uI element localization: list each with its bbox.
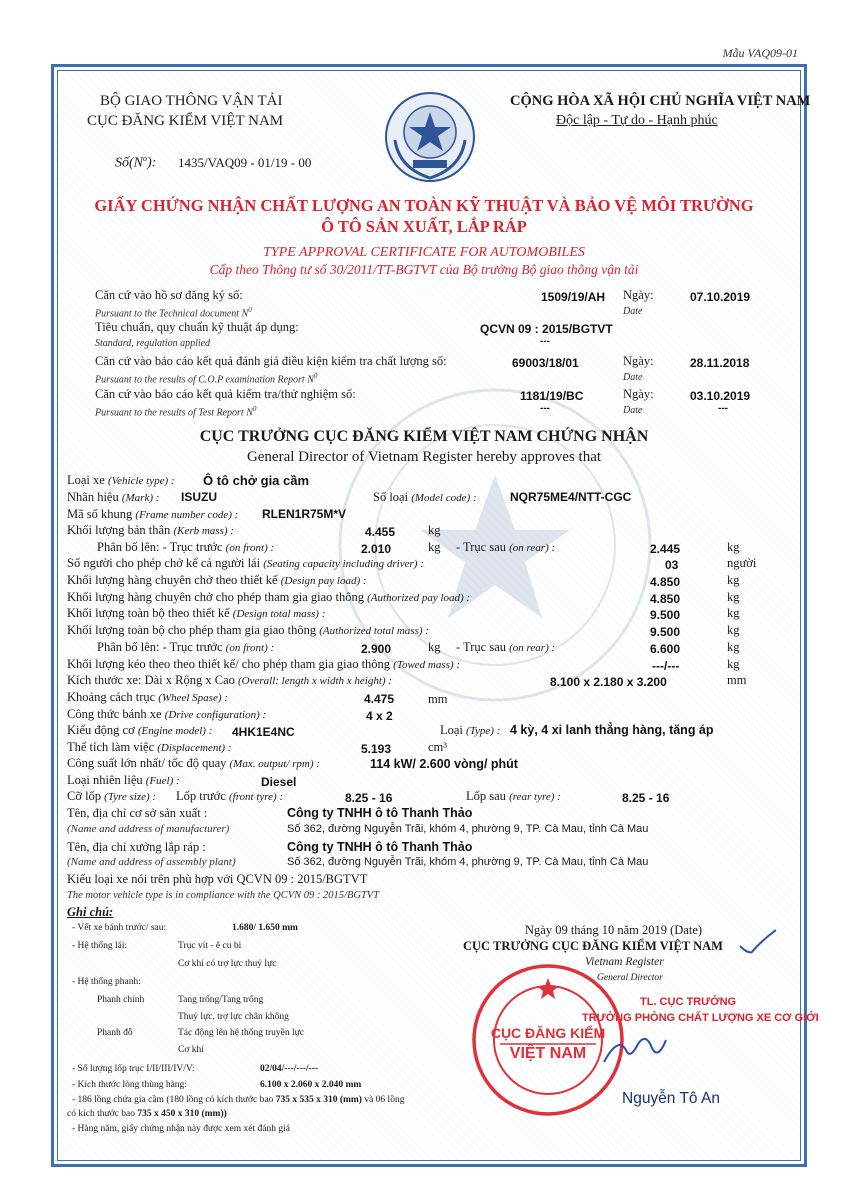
title-line-1: GIẤY CHỨNG NHẬN CHẤT LƯỢNG AN TOÀN KỸ THUẬT VÀ BẢO VỆ MÔI TRƯỜNG [94, 196, 754, 215]
dims-value: 8.100 x 2.180 x 3.200 [550, 675, 667, 689]
kerb-value: 4.455 [365, 525, 396, 539]
ref-test-en: Pursuant to the results of Test Report $N^0$ [95, 405, 257, 419]
engine-type: 4 kỳ, 4 xi lanh thẳng hàng, tăng áp [510, 723, 714, 737]
ref-test-extra-number: --- [540, 403, 550, 414]
design-load-label: Khối lượng hàng chuyên chở theo thiết kế (Design pay load) : [67, 573, 367, 587]
drive-value: 4 x 2 [366, 709, 393, 723]
towed-value: ---/--- [652, 659, 680, 673]
ref-test-date-label: Ngày: [623, 387, 654, 401]
frame-value: RLEN1R75M*V [262, 507, 347, 521]
republic-name: CỘNG HÒA XÃ HỘI CHỦ NGHĨA VIỆT NAM [510, 93, 811, 109]
design-total-unit: kg [727, 606, 740, 620]
auth-total: 9.500 [650, 625, 681, 639]
agency-name: CỤC ĐĂNG KIỂM VIỆT NAM [87, 113, 284, 129]
vehicle-type: Ô tô chở gia cầm [203, 473, 310, 488]
power-label: Công suất lớn nhất/ tốc độ quay (Max. output/ rpm) : [67, 756, 320, 770]
ref-std-en: Standard, regulation applied [95, 338, 211, 349]
note-park-brake-2: Cơ khí [178, 1045, 204, 1055]
tyre-label: Cỡ lốp (Tyre size) : [67, 789, 157, 803]
note-tyres-value: 02/04/---/---/--- [260, 1064, 319, 1074]
kerb-rear-label: - Trục sau (on rear) : [456, 540, 556, 554]
plant-en: (Name and address of assembly plant) [67, 856, 236, 868]
manufacturer-address: Số 362, đường Nguyễn Trãi, khóm 4, phường 9, TP. Cà Mau, tỉnh Cà Mau [287, 823, 649, 835]
sign-office-en2: General Director [597, 973, 663, 983]
ministry-name: BỘ GIAO THÔNG VẬN TẢI [100, 93, 283, 109]
sign-office-en: Vietnam Register [585, 956, 664, 968]
design-load-unit: kg [727, 573, 740, 587]
total-dist-label: Phân bố lên: - Trục trước (on front) : [97, 640, 275, 654]
ref-cop-number: 69003/18/01 [512, 356, 579, 370]
design-total: 9.500 [650, 608, 681, 622]
design-total-label: Khối lượng toàn bộ theo thiết kế (Design total mass) : [67, 606, 326, 620]
note-track-value: 1.680/ 1.650 mm [232, 923, 298, 933]
engine-value: 4HK1E4NC [232, 725, 295, 739]
ref-cop-en: Pursuant to the results of C.O.P examination Report $N^0$ [95, 372, 318, 386]
rear-tyre: 8.25 - 16 [622, 791, 670, 805]
ref-date-en: Date [623, 306, 643, 317]
plant-address: Số 362, đường Nguyễn Trãi, khóm 4, phường 9, TP. Cà Mau, tỉnh Cà Mau [287, 856, 649, 868]
stamp-dept: TRƯỞNG PHÒNG CHẤT LƯỢNG XE CƠ GIỚI [582, 1012, 819, 1024]
wheelbase-label: Khoảng cách trục (Wheel Spase) : [67, 690, 228, 704]
form-code: Mẫu VAQ09-01 [722, 46, 798, 60]
mark-label: Nhãn hiệu (Mark) : [67, 490, 160, 504]
note-park-brake-1: Tác động lên hệ thống truyền lực [178, 1028, 304, 1038]
total-rear-label: - Trục sau (on rear) : [456, 640, 556, 654]
kerb-dist-label: Phân bố lên: - Trục trước (on front) : [97, 540, 275, 554]
seal-center-line-1: CỤC ĐĂNG KIỂM [490, 1025, 606, 1041]
kerb-front: 2.010 [361, 542, 392, 556]
note-steer-2: Cơ khí có trợ lực thuỷ lực [178, 959, 277, 969]
fuel-value: Diesel [261, 775, 297, 789]
sign-office: CỤC TRƯỞNG CỤC ĐĂNG KIỂM VIỆT NAM [463, 939, 723, 953]
ref-test-number: 1181/19/BC [520, 389, 584, 403]
note-box-value: 6.100 x 2.060 x 2.040 mm [260, 1080, 362, 1090]
plant-label: Tên, địa chỉ xưởng lắp ráp : [67, 840, 206, 854]
note-steer-label: - Hệ thống lái: [72, 941, 128, 951]
kerb-label: Khối lượng bản thân (Kerb mass) : [67, 523, 234, 537]
manufacturer-en: (Name and address of manufacturer) [67, 823, 230, 835]
towed-unit: kg [727, 657, 740, 671]
front-tyre: 8.25 - 16 [345, 791, 393, 805]
rear-tyre-label: Lốp sau (rear tyre) : [466, 789, 561, 803]
note-cage-2: có kích thước bao 735 x 450 x 310 (mm)) [67, 1109, 227, 1119]
title-line-2: Ô TÔ SẢN XUẤT, LẮP RÁP [321, 217, 527, 236]
compliance-vn: Kiểu loại xe nói trên phù hợp với QCVN 09 : 2015/BGTVT [67, 872, 368, 886]
seat-label: Số người cho phép chở kể cả người lái (Seating capacity including driver) : [67, 556, 424, 570]
kerb-unit: kg [428, 523, 441, 537]
dims-label: Kích thước xe: Dài x Rộng x Cao (Overall: length x width x height) : [67, 673, 392, 687]
seat-unit: người [727, 556, 757, 570]
drive-label: Công thức bánh xe (Drive configuration) : [67, 707, 267, 721]
ref-test-date: 03.10.2019 [690, 389, 751, 403]
note-main-brake-1: Tang trống/Tang trống [178, 995, 264, 1005]
frame-label: Mã số khung (Frame number code) : [67, 507, 239, 521]
plant-name: Công ty TNHH ô tô Thanh Thảo [287, 840, 473, 854]
checkmark-signature-icon [738, 928, 778, 956]
ref-doc-number: 1509/19/AH [541, 290, 606, 304]
manufacturer-label: Tên, địa chỉ cơ sở sản xuất : [67, 806, 208, 820]
stamp-title: TL. CỤC TRƯỞNG [640, 996, 737, 1008]
motto: Độc lập - Tự do - Hạnh phúc [556, 113, 718, 128]
kerb-rear-unit: kg [727, 540, 740, 554]
total-front: 2.900 [361, 642, 392, 656]
manufacturer-name: Công ty TNHH ô tô Thanh Thảo [287, 806, 473, 820]
total-front-unit: kg [428, 640, 441, 654]
engine-label: Kiểu động cơ (Engine model) : [67, 723, 213, 737]
seal-center-line-2: VIỆT NAM [509, 1045, 587, 1062]
ref-cop-label: Căn cứ vào báo cáo kết quả đánh giá điều kiện kiểm tra chất lượng số: [95, 354, 447, 368]
note-park-brake: Phanh đỗ [97, 1028, 133, 1038]
displacement-value: 5.193 [361, 742, 392, 756]
compliance-en: The motor vehicle type is in compliance with the QCVN 09 : 2015/BGTVT [67, 890, 380, 901]
model-value: NQR75ME4/NTT-CGC [510, 490, 632, 504]
title-en: TYPE APPROVAL CERTIFICATE FOR AUTOMOBILES [263, 245, 585, 260]
auth-total-label: Khối lượng toàn bộ cho phép tham gia giao thông (Authorized total mass) : [67, 623, 429, 637]
displacement-unit: cm³ [428, 740, 448, 754]
auth-load: 4.850 [650, 592, 681, 606]
total-rear-unit: kg [727, 640, 740, 654]
ref-test-date-en: Date [623, 405, 643, 416]
model-label: Số loại (Model code) : [373, 490, 477, 504]
towed-label: Khối lượng kéo theo theo thiết kế/ cho phép tham gia giao thông (Towed mass) : [67, 657, 460, 671]
mark-value: ISUZU [181, 490, 217, 504]
ref-doc-label: Căn cứ vào hồ sơ đăng ký số: [95, 288, 243, 302]
fuel-label: Loại nhiên liệu (Fuel) : [67, 773, 180, 787]
total-rear: 6.600 [650, 642, 681, 656]
note-track-label: - Vết xe bánh trước/ sau: [72, 923, 167, 933]
title-basis: Cấp theo Thông tư số 30/2011/TT-BGTVT của Bộ trưởng Bộ giao thông vận tải [209, 262, 639, 277]
note-main-brake-2: Thuỷ lực, trợ lực chân không [178, 1012, 289, 1022]
kerb-rear: 2.445 [650, 542, 681, 556]
ref-test-label: Căn cứ vào báo cáo kết quả kiểm tra/thử nghiệm số: [95, 387, 356, 401]
approval-title: CỤC TRƯỞNG CỤC ĐĂNG KIỂM VIỆT NAM CHỨNG NHẬN [199, 428, 649, 445]
auth-load-unit: kg [727, 590, 740, 604]
ref-doc-en: Pursuant to the Technical document $N^0$ [95, 306, 252, 320]
certificate-number-label: $Số(N^o)$: [115, 154, 157, 171]
ref-cop-date: 28.11.2018 [690, 356, 750, 370]
dims-unit: mm [727, 673, 747, 687]
auth-load-label: Khối lượng hàng chuyên chở cho phép tham gia giao thông (Authorized pay load) : [67, 590, 471, 604]
note-main-brake: Phanh chính [97, 995, 145, 1005]
ref-std-label: Tiêu chuẩn, quy chuẩn kỹ thuật áp dụng: [95, 320, 299, 334]
wheelbase-value: 4.475 [364, 692, 395, 706]
design-load: 4.850 [650, 575, 681, 589]
sign-date: Ngày 09 tháng 10 năm 2019 (Date) [525, 923, 703, 937]
approval-en: General Director of Vietnam Register hereby approves that [246, 449, 602, 465]
ref-cop-date-en: Date [623, 372, 643, 383]
ref-cop-date-label: Ngày: [623, 354, 654, 368]
ref-std-value: QCVN 09 : 2015/BGTVT [480, 322, 613, 336]
seat-value: 03 [665, 558, 679, 572]
ref-doc-date-label: Ngày: [623, 288, 654, 302]
kerb-front-unit: kg [428, 540, 441, 554]
vehicle-type-label: Loại xe (Vehicle type) : [67, 473, 175, 487]
wheelbase-unit: mm [428, 692, 448, 706]
national-emblem-icon [383, 90, 477, 184]
note-tyres-label: - Số lượng lốp trục I/II/III/IV/V: [72, 1064, 195, 1074]
ref-doc-date: 07.10.2019 [690, 290, 751, 304]
displacement-label: Thể tích làm việc (Displacement) : [67, 740, 232, 754]
handwritten-signature-icon [600, 1030, 670, 1070]
power-value: 114 kW/ 2.600 vòng/ phút [370, 757, 518, 771]
front-tyre-label: Lốp trước (front tyre) : [176, 789, 284, 803]
note-cage-1: - 186 lồng chứa gia cầm (180 lồng có kích thước bao 735 x 535 x 310 (mm) và 06 lồng [72, 1095, 405, 1105]
ref-std-extra: --- [540, 336, 550, 347]
auth-total-unit: kg [727, 623, 740, 637]
note-box-label: - Kích thước lòng thùng hàng: [72, 1080, 187, 1090]
notes-heading: Ghi chú: [67, 905, 114, 919]
note-steer-1: Trục vít - ê cu bi [178, 941, 242, 951]
engine-type-label: Loại (Type) : [440, 723, 501, 737]
signer-name: Nguyễn Tô An [622, 1090, 720, 1107]
ref-test-extra-date: --- [718, 403, 728, 414]
certificate-number: 1435/VAQ09 - 01/19 - 00 [178, 155, 312, 170]
note-brake-label: - Hệ thống phanh: [72, 977, 141, 987]
note-last: - Hàng năm, giấy chứng nhận này được xem xét đánh giá [72, 1124, 290, 1134]
